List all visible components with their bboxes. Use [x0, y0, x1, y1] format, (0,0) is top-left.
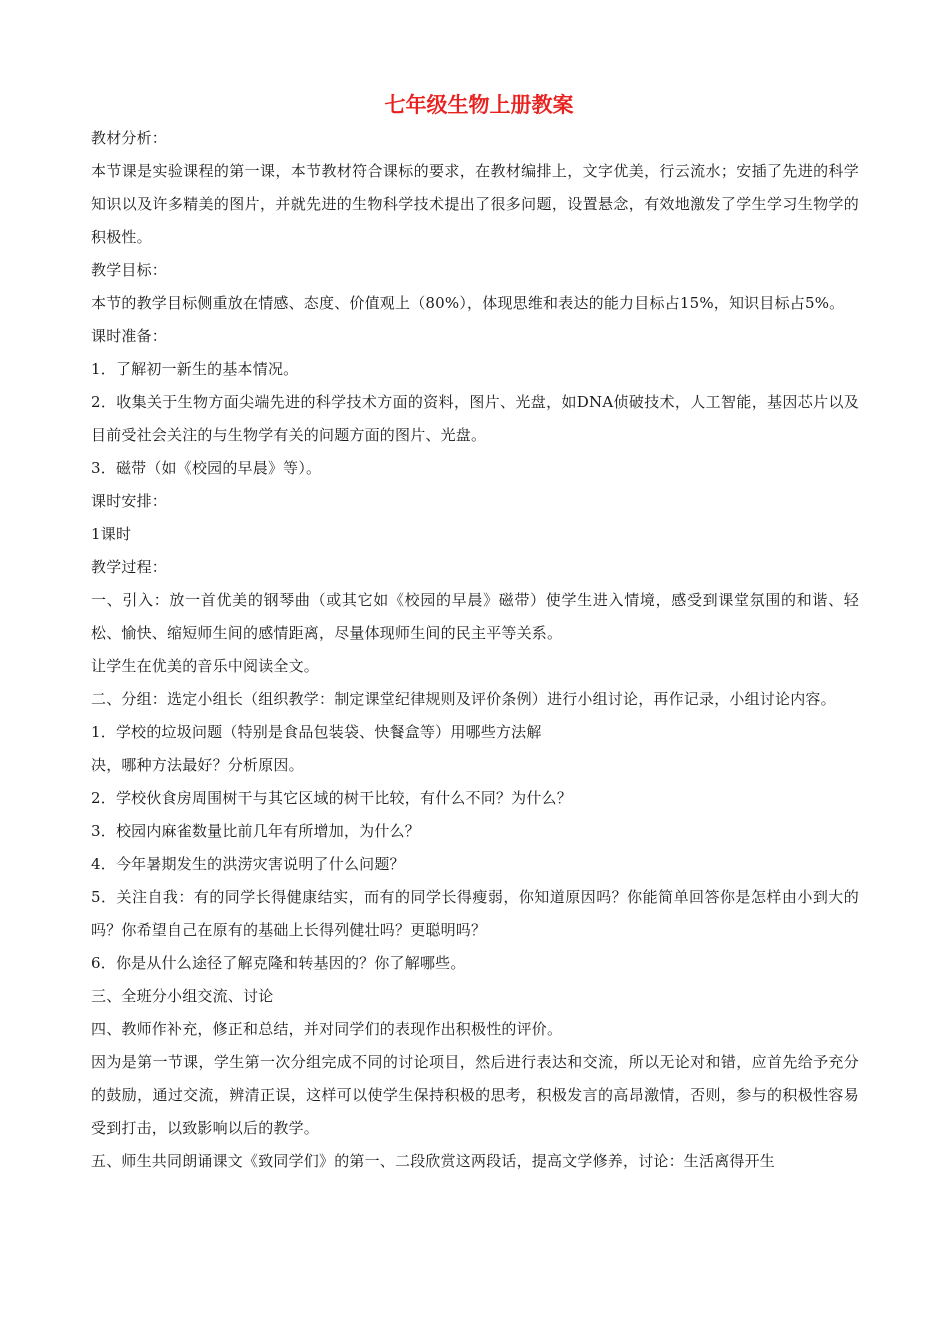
section-heading-process: 教学过程：	[91, 558, 168, 576]
section-heading-preparation: 课时准备：	[91, 327, 168, 345]
list-item-topic-1: 1．学校的垃圾问题（特别是食品包装袋、快餐盒等）用哪些方法解	[91, 723, 542, 741]
list-item-topic-4: 4．今年暑期发生的洪涝灾害说明了什么问题？	[91, 855, 405, 873]
paragraph-step-intro: 一、引入：放一首优美的钢琴曲（或其它如《校园的早晨》磁带）使学生进入情境，感受到课堂氛围的和谐、轻松、愉快、缩短师生间的感情距离，尽量体现师生间的民主平等关系。	[91, 591, 859, 642]
paragraph-encouragement: 因为是第一节课，学生第一次分组完成不同的讨论项目，然后进行表达和交流，所以无论对和错，应首先给予充分的鼓励，通过交流，辨清正误，这样可以使学生保持积极的思考，积极发言的高昂激情，否则，参与的积极性容易受到打击，以致影响以后的教学。	[91, 1053, 859, 1137]
list-item-preparation-1: 1．了解初一新生的基本情况。	[91, 360, 299, 378]
paragraph-material-analysis: 本节课是实验课程的第一课，本节教材符合课标的要求，在教材编排上，文字优美，行云流水；安插了先进的科学知识以及许多精美的图片，并就先进的生物科学技术提出了很多问题，设置悬念，有效地激发了学生学习生物学的积极性。	[91, 162, 859, 246]
paragraph-step-intro-reading: 让学生在优美的音乐中阅读全文。	[91, 657, 320, 675]
list-item-topic-1-continued: 决，哪种方法最好？分析原因。	[91, 756, 304, 774]
list-item-topic-5: 5．关注自我：有的同学长得健康结实，而有的同学长得瘦弱，你知道原因吗？你能简单回答你是怎样由小到大的吗？你希望自己在原有的基础上长得列健壮吗？更聪明吗？	[91, 888, 859, 939]
list-item-preparation-2: 2．收集关于生物方面尖端先进的科学技术方面的资料，图片、光盘，如DNA侦破技术，人工智能，基因芯片以及目前受社会关注的与生物学有关的问题方面的图片、光盘。	[91, 393, 859, 444]
paragraph-step-grouping: 二、分组：选定小组长（组织教学：制定课堂纪律规则及评价条例）进行小组讨论，再作记录，小组讨论内容。	[91, 690, 836, 708]
list-item-preparation-3: 3．磁带（如《校园的早晨》等）。	[91, 459, 322, 477]
section-heading-schedule: 课时安排：	[91, 492, 168, 510]
document-title: 七年级生物上册教案	[384, 92, 574, 117]
list-item-topic-2: 2．学校伙食房周围树干与其它区域的树干比较，有什么不同？为什么？	[91, 789, 572, 807]
paragraph-step-class-discussion: 三、全班分小组交流、讨论	[91, 987, 274, 1005]
paragraph-step-reading-together: 五、师生共同朗诵课文《致同学们》的第一、二段欣赏这两段话，提高文学修养，讨论：生活离得开生	[91, 1152, 776, 1170]
document-page	[91, 88, 859, 1178]
paragraph-schedule: 1课时	[91, 525, 132, 543]
paragraph-step-teacher-summary: 四、教师作补充，修正和总结，并对同学们的表现作出积极性的评价。	[91, 1020, 563, 1038]
section-heading-teaching-goals: 教学目标：	[91, 261, 168, 279]
list-item-topic-3: 3．校园内麻雀数量比前几年有所增加，为什么？	[91, 822, 420, 840]
paragraph-teaching-goals: 本节的教学目标侧重放在情感、态度、价值观上（80%），体现思维和表达的能力目标占15%，知识目标占5%。	[91, 294, 845, 312]
section-heading-material-analysis: 教材分析：	[91, 129, 168, 147]
list-item-topic-6: 6．你是从什么途径了解克隆和转基因的？你了解哪些。	[91, 954, 466, 972]
